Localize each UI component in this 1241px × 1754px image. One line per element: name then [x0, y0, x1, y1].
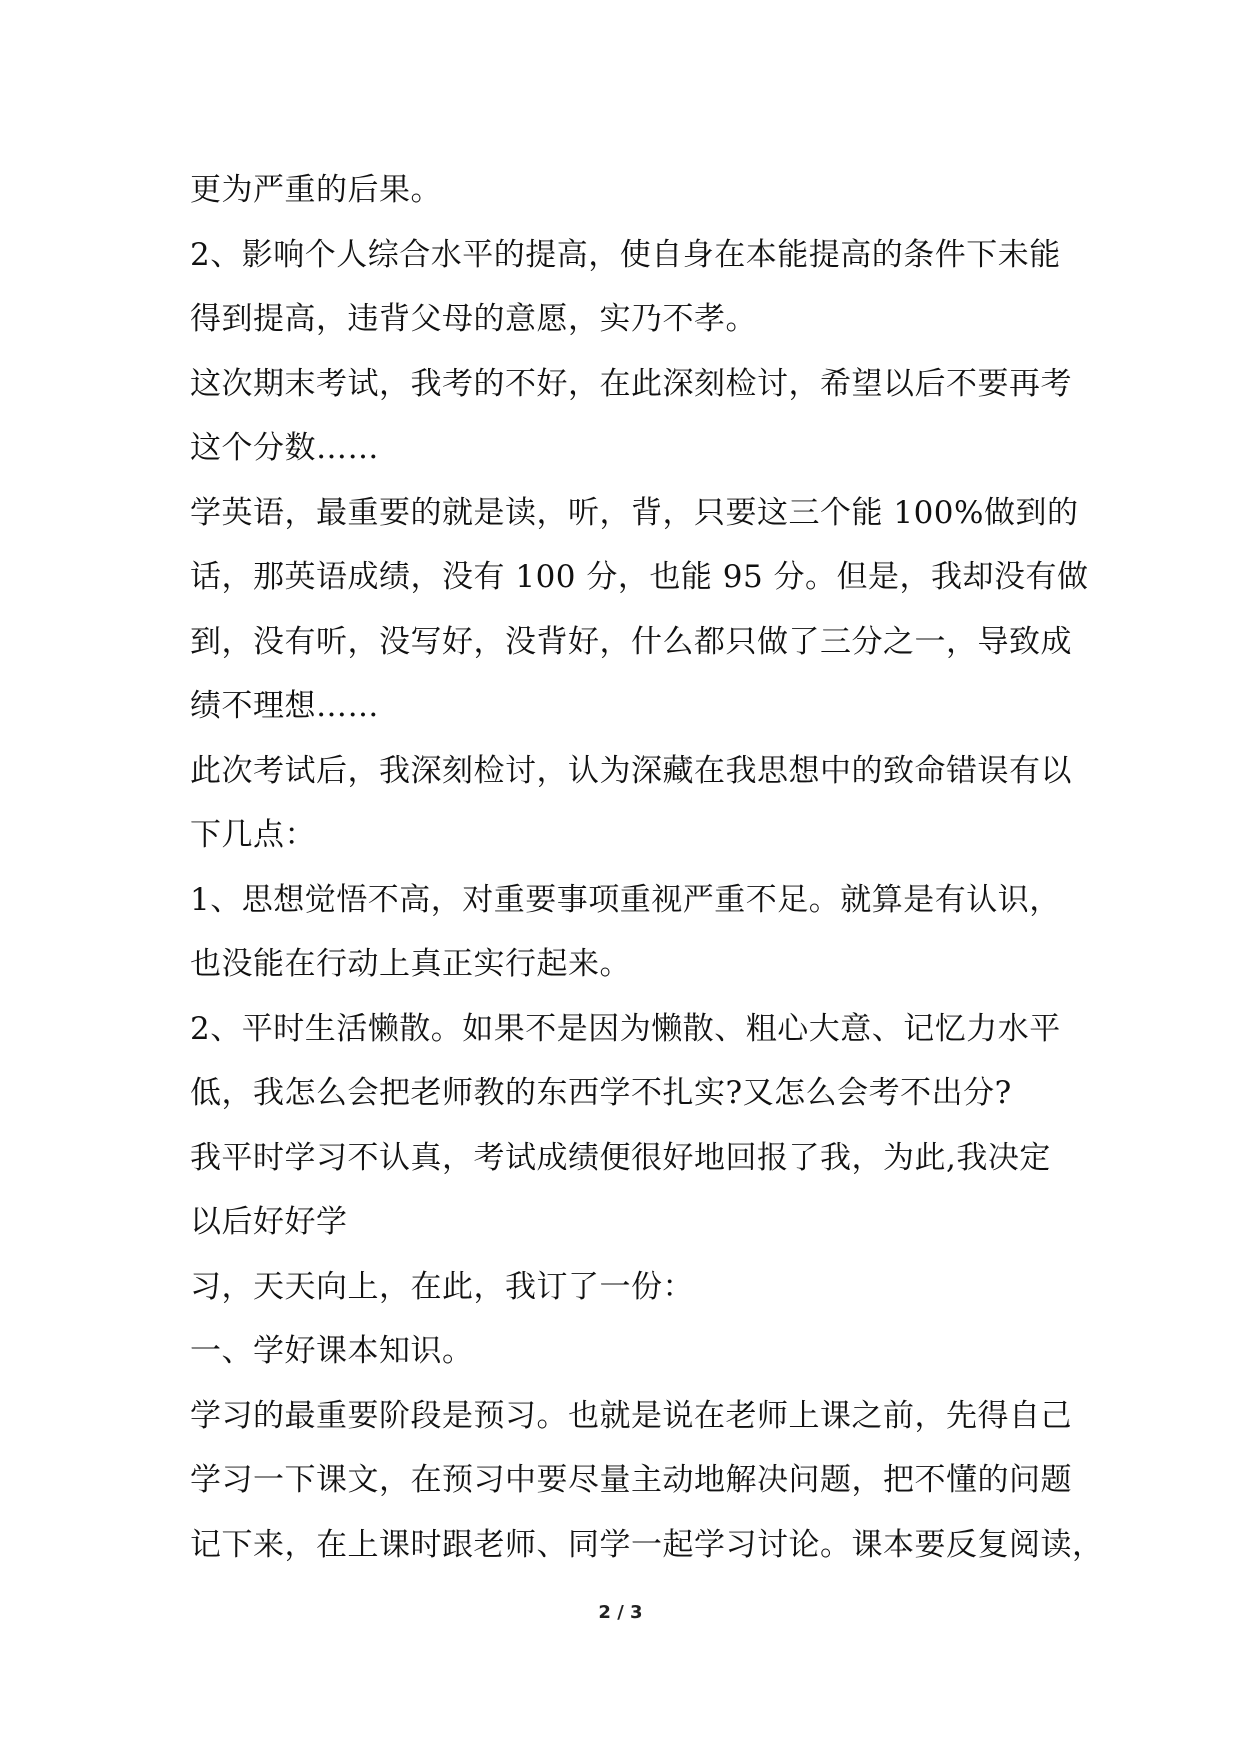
- text-line: 以后好好学: [190, 1204, 348, 1240]
- text-line: 低，我怎么会把老师教的东西学不扎实?又怎么会考不出分?: [190, 1075, 1012, 1111]
- page-number: 2 / 3: [598, 1602, 643, 1623]
- text-line: 到，没有听，没写好，没背好，什么都只做了三分之一，导致成: [190, 623, 1072, 660]
- text-line: 一、学好课本知识。: [190, 1333, 474, 1369]
- text-line: 这次期末考试，我考的不好，在此深刻检讨，希望以后不要再考: [190, 365, 1072, 402]
- text-line: 这个分数……: [190, 430, 379, 466]
- text-line: 学习一下课文，在预习中要尽量主动地解决问题，把不懂的问题: [190, 1462, 1072, 1498]
- text-line: 2、影响个人综合水平的提高，使自身在本能提高的条件下未能: [190, 236, 1061, 273]
- text-line: 更为严重的后果。: [190, 172, 442, 208]
- text-line: 习，天天向上，在此，我订了一份：: [190, 1268, 694, 1305]
- text-line: 下几点：: [190, 817, 316, 853]
- text-line: 我平时学习不认真，考试成绩便很好地回报了我，为此,我决定: [190, 1139, 1051, 1176]
- text-line: 得到提高，违背父母的意愿，实乃不孝。: [190, 301, 757, 337]
- text-line: 话，那英语成绩，没有 100 分，也能 95 分。但是，我却没有做: [190, 559, 1089, 595]
- text-line: 2、平时生活懒散。如果不是因为懒散、粗心大意、记忆力水平: [190, 1010, 1061, 1047]
- document-body: [190, 158, 1104, 1577]
- text-line: 学习的最重要阶段是预习。也就是说在老师上课之前，先得自己: [190, 1397, 1072, 1434]
- text-line: 学英语，最重要的就是读，听，背，只要这三个能 100%做到的: [190, 494, 1079, 531]
- text-line: 此次考试后，我深刻检讨，认为深藏在我思想中的致命错误有以: [190, 752, 1072, 789]
- text-line: 记下来，在上课时跟老师、同学一起学习讨论。课本要反复阅读，: [190, 1526, 1104, 1563]
- text-line: 1、思想觉悟不高，对重要事项重视严重不足。就算是有认识，: [190, 881, 1061, 918]
- text-line: 也没能在行动上真正实行起来。: [190, 946, 631, 982]
- text-line: 绩不理想……: [190, 688, 379, 724]
